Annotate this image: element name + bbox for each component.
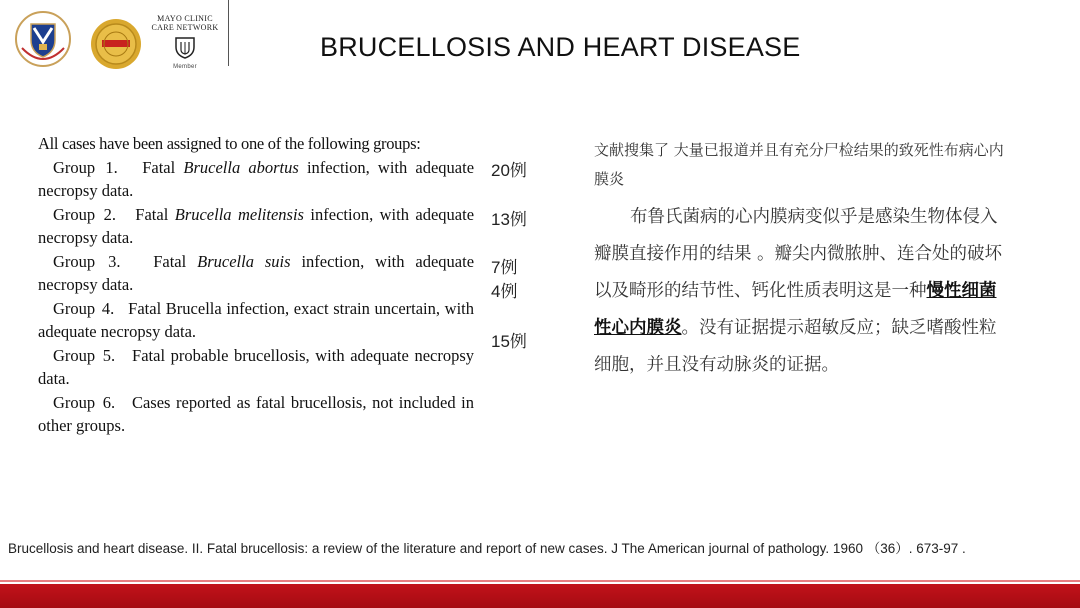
footer-divider: [0, 580, 1080, 582]
case-count-group-2: 13例: [491, 210, 527, 229]
mayo-clinic-logo: MAYO CLINIC CARE NETWORK Member: [151, 14, 219, 70]
excerpt-group-3: Group 3. Fatal Brucella suis infection, with adequate necropsy data.: [38, 251, 475, 294]
case-count-group-3: 7例: [491, 258, 518, 277]
header-divider: [228, 0, 229, 66]
excerpt-group-4: Group 4. Fatal Brucella infection, exact strain uncertain, with adequate necropsy data.: [38, 298, 475, 341]
excerpt-group-2: Group 2. Fatal Brucella melitensis infection, with adequate necropsy data.: [38, 204, 475, 247]
excerpt-intro: All cases have been assigned to one of the following groups:: [38, 134, 421, 153]
excerpt-group-5: Group 5. Fatal probable brucellosis, with adequate necropsy data.: [38, 345, 475, 388]
page-title: BRUCELLOSIS AND HEART DISEASE: [320, 32, 801, 62]
citation: Brucellosis and heart disease. II. Fatal brucellosis: a review of the literature and report of new cases. J The American journal of pathology. 1960 （36）. 673-97 .: [8, 541, 966, 556]
highlighted-diagnosis: 慢性细菌性心内膜炎: [594, 281, 997, 338]
header-logos: [8, 6, 233, 70]
paper-excerpt: [38, 132, 474, 438]
footer-bar: [0, 584, 1080, 608]
university-crest-logo: [14, 10, 72, 68]
excerpt-group-1: Group 1. Fatal Brucella abortus infection, with adequate necropsy data.: [38, 157, 475, 200]
case-count-group-4: 4例: [491, 282, 518, 301]
excerpt-group-6: Group 6. Cases reported as fatal brucellosis, not included in other groups.: [38, 392, 475, 435]
case-count-group-1: 20例: [491, 161, 527, 180]
gold-medallion-logo: [90, 18, 142, 70]
commentary-summary: 文献搜集了 大量已报道并且有充分尸检结果的致死性布病心内膜炎: [594, 141, 1004, 188]
commentary-analysis: 布鲁氏菌病的心内膜病变似乎是感染生物体侵入瓣膜直接作用的结果 。瓣尖内微脓肿、连合处的破坏以及畸形的结节性、钙化性质表明这是一种慢性细菌性心内膜炎。没有证据提示超敏反应；缺乏嗜酸性粒细胞，并且没有动脉炎的证据。: [594, 207, 1003, 375]
case-count-group-5: 15例: [491, 332, 527, 351]
mayo-shield-icon: [173, 35, 197, 59]
